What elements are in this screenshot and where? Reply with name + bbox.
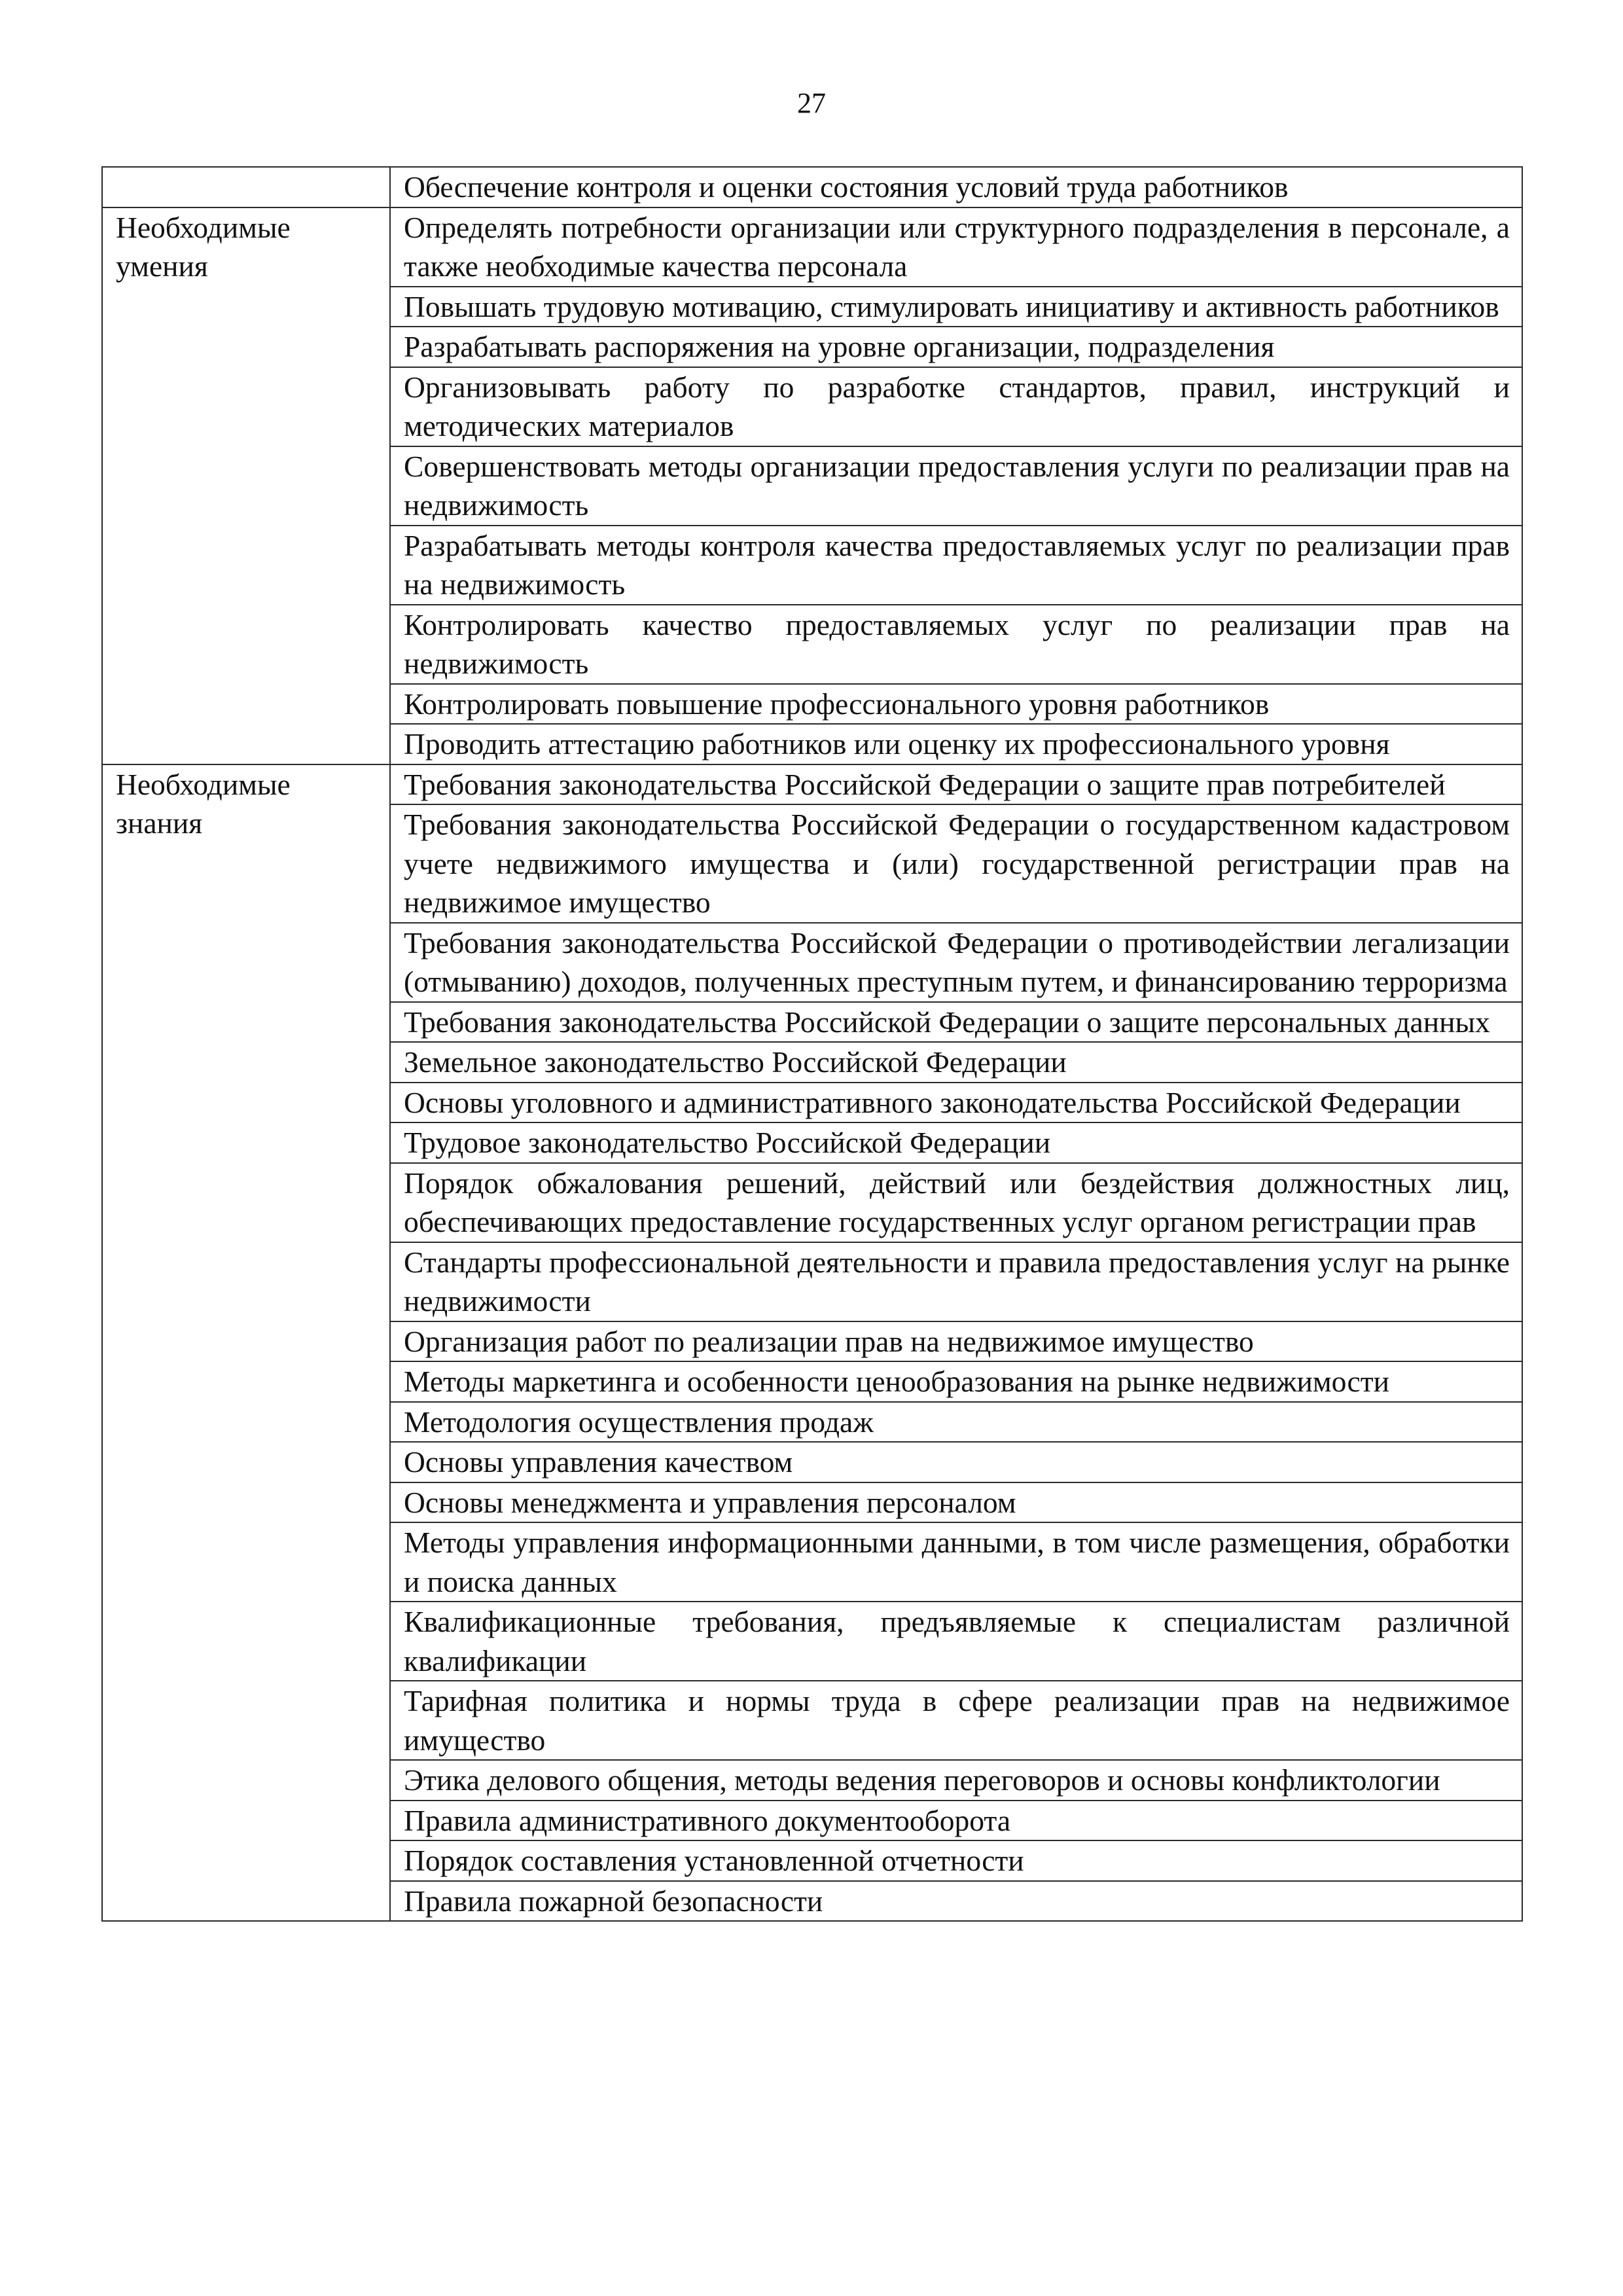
knowledge-item: Трудовое законодательство Российской Федерации (390, 1122, 1522, 1163)
table-row (102, 207, 1522, 287)
knowledge-item: Требования законодательства Российской Федерации о защите персональных данных (390, 1002, 1522, 1043)
category-cell-skills: Необходимые умения (102, 207, 390, 764)
knowledge-item: Квалификационные требования, предъявляемые к специалистам различной квалификации (390, 1602, 1522, 1681)
skills-item: Определять потребности организации или структурного подразделения в персонале, а также необходимые качества персонала (390, 207, 1522, 287)
skills-item: Организовывать работу по разработке стандартов, правил, инструкций и методических материалов (390, 367, 1522, 446)
skills-item: Проводить аттестацию работников или оценку их профессионального уровня (390, 724, 1522, 764)
requirements-table (101, 166, 1523, 1922)
knowledge-item: Требования законодательства Российской Федерации о государственном кадастровом учете недвижимого имущества и (или) государственной регистрации прав на недвижимое имущество (390, 804, 1522, 923)
skills-item: Разрабатывать распоряжения на уровне организации, подразделения (390, 327, 1522, 367)
knowledge-item: Основы управления качеством (390, 1442, 1522, 1482)
knowledge-item: Правила административного документооборота (390, 1801, 1522, 1841)
knowledge-item: Порядок составления установленной отчетности (390, 1840, 1522, 1881)
knowledge-item: Порядок обжалования решений, действий или бездействия должностных лиц, обеспечивающих предоставление государственных услуг органом регистрации прав (390, 1163, 1522, 1242)
skills-item: Разрабатывать методы контроля качества предоставляемых услуг по реализации прав на недвижимость (390, 526, 1522, 605)
skills-item: Совершенствовать методы организации предоставления услуги по реализации прав на недвижимость (390, 446, 1522, 526)
knowledge-item: Методология осуществления продаж (390, 1402, 1522, 1443)
context-item: Обеспечение контроля и оценки состояния условий труда работников (390, 167, 1522, 207)
skills-item: Контролировать повышение профессионального уровня работников (390, 684, 1522, 725)
knowledge-item: Этика делового общения, методы ведения переговоров и основы конфликтологии (390, 1760, 1522, 1801)
knowledge-item: Основы уголовного и административного законодательства Российской Федерации (390, 1083, 1522, 1123)
skills-item: Повышать трудовую мотивацию, стимулировать инициативу и активность работников (390, 287, 1522, 327)
knowledge-item: Методы маркетинга и особенности ценообразования на рынке недвижимости (390, 1361, 1522, 1402)
knowledge-item: Земельное законодательство Российской Федерации (390, 1042, 1522, 1083)
table-row (102, 764, 1522, 805)
knowledge-item: Основы менеджмента и управления персоналом (390, 1482, 1522, 1523)
page-number: 27 (797, 87, 826, 119)
knowledge-item: Организация работ по реализации прав на недвижимое имущество (390, 1321, 1522, 1362)
table-row (102, 167, 1522, 207)
knowledge-item: Требования законодательства Российской Федерации о противодействии легализации (отмыванию) доходов, полученных преступным путем, и финансированию терроризма (390, 923, 1522, 1002)
skills-item: Контролировать качество предоставляемых услуг по реализации прав на недвижимость (390, 605, 1522, 684)
knowledge-item: Методы управления информационными данными, в том числе размещения, обработки и поиска данных (390, 1522, 1522, 1602)
category-cell-knowledge: Необходимые знания (102, 764, 390, 1922)
knowledge-item: Тарифная политика и нормы труда в сфере реализации прав на недвижимое имущество (390, 1681, 1522, 1760)
knowledge-item: Правила пожарной безопасности (390, 1881, 1522, 1922)
knowledge-item: Стандарты профессиональной деятельности и правила предоставления услуг на рынке недвижимости (390, 1242, 1522, 1321)
requirements-table-body (102, 167, 1522, 1921)
knowledge-item: Требования законодательства Российской Федерации о защите прав потребителей (390, 764, 1522, 805)
category-cell-context (102, 167, 390, 207)
